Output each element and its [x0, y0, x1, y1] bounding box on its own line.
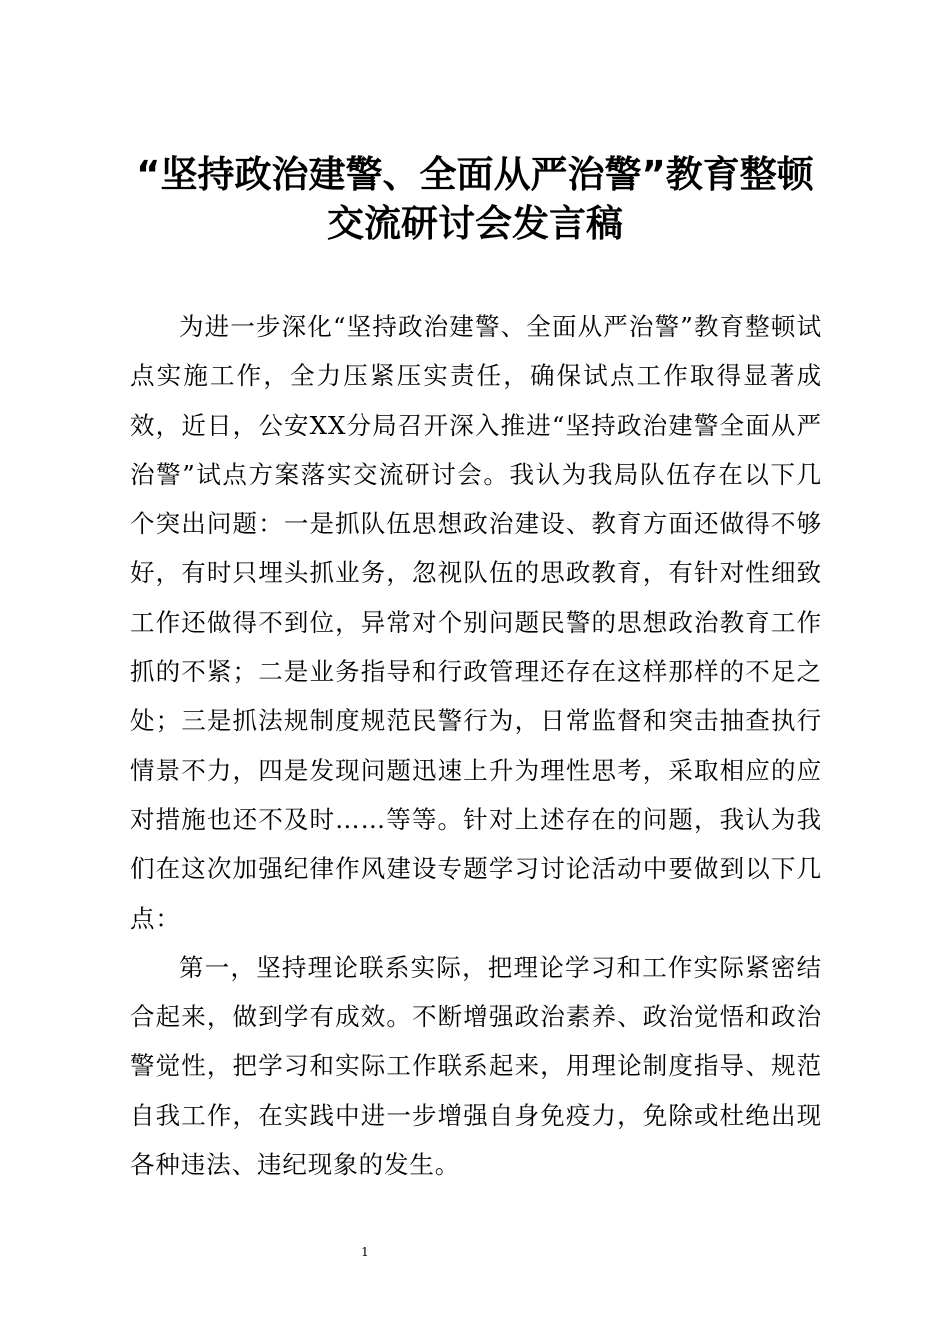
paragraph-2: 第一，坚持理论联系实际，把理论学习和工作实际紧密结合起来，做到学有成效。不断增强政治素养、政治觉悟和政治警觉性，把学习和实际工作联系起来，用理论制度指导、规范自我工作，在实践中进一步增强自身免疫力，免除或杜绝出现各种违法、违纪现象的发生。	[130, 952, 822, 1180]
page-number: 1	[361, 1245, 369, 1259]
title-line-2: 交流研讨会发言稿	[327, 202, 623, 245]
document-body	[130, 302, 822, 1189]
document-title	[100, 150, 850, 248]
title-line-1: “坚持政治建警、全面从严治警”教育整顿	[136, 153, 814, 196]
paragraph-1: 为进一步深化“坚持政治建警、全面从严治警”教育整顿试点实施工作，全力压紧压实责任，确保试点工作取得显著成效，近日，公安XX分局召开深入推进“坚持政治建警全面从严治警”试点方案落实交流研讨会。我认为我局队伍存在以下几个突出问题：一是抓队伍思想政治建设、教育方面还做得不够好，有时只埋头抓业务，忽视队伍的思政教育，有针对性细致工作还做得不到位，异常对个别问题民警的思想政治教育工作抓的不紧；二是业务指导和行政管理还存在这样那样的不足之处；三是抓法规制度规范民警行为，日常监督和突击抽查执行情景不力，四是发现问题迅速上升为理性思考，采取相应的应对措施也还不及时……等等。针对上述存在的问题，我认为我们在这次加强纪律作风建设专题学习讨论活动中要做到以下几点：	[130, 312, 822, 933]
